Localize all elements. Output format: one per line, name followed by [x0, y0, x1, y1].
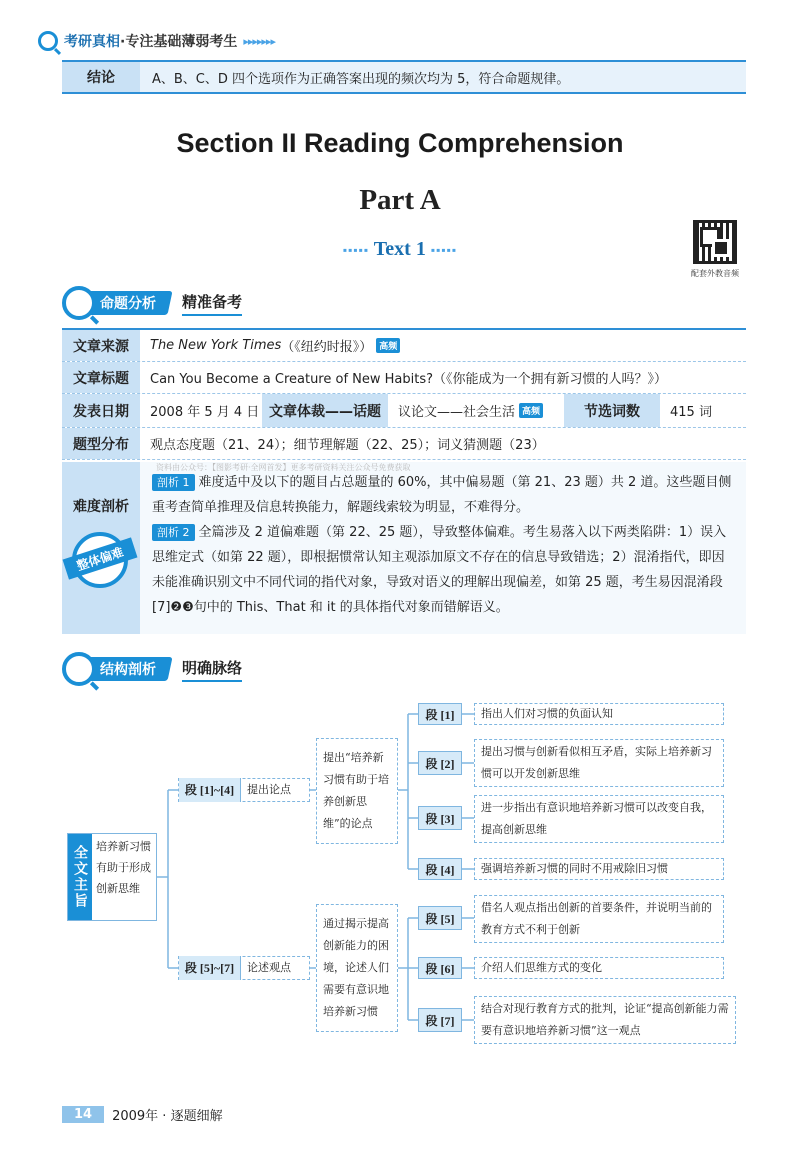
para-tag-3: 段 [3] — [418, 806, 462, 830]
para-tag-6: 段 [6] — [418, 957, 462, 979]
branch2-text: 论述观点 — [247, 961, 291, 974]
title-value: Can You Become a Creature of New Habits?（《你能成为一个拥有新习惯的人吗？》） — [150, 372, 668, 387]
para-text-2: 提出习惯与创新看似相互矛盾，实际上培养新习惯可以开发创新思维 — [474, 739, 724, 787]
conclusion-text: A、B、C、D 四个选项作为正确答案出现的频次均为 5，符合命题规律。 — [152, 71, 570, 87]
right-dots: ▪▪▪▪▪ — [430, 242, 458, 257]
section-title: Section II Reading Comprehension — [176, 128, 624, 158]
analysis-2-text: 全篇涉及 2 道偏难题（第 22、25 题），导致整体偏难。考生易落入以下两类陷阱：1）误入思维定式（如第 22 题），即根据惯常认知主观添加原文不存在的信息导致错选；2）混淆指代，即因未能准确识别文中不同代词的指代对象，导致对语义的理解出现偏差，如第 25 题，考生易因混淆段[7]❷❸句中的 This、That 和 it 的具体指代对象而错解语义。 — [152, 525, 727, 615]
difficulty-badge: 整体偏难 — [63, 537, 138, 579]
genre-label: 文章体裁——话题 — [262, 394, 388, 427]
arrows-decoration: ▸▸▸▸▸▸▸ — [243, 34, 275, 48]
conclusion-label: 结论 — [62, 62, 140, 92]
para-connectors — [462, 714, 474, 1020]
para-text-7: 结合对现行教育方式的批判，论证“提高创新能力需要有意识地培养新习惯”这一观点 — [474, 996, 736, 1044]
brand-name: 考研真相 — [64, 34, 120, 50]
branch1-text: 提出论点 — [247, 783, 291, 796]
branch2-node — [178, 956, 310, 980]
genre-tag: 高频 — [519, 403, 543, 418]
analysis-2-tag: 剖析 2 — [152, 524, 195, 541]
part-title: Part A — [359, 184, 441, 216]
source-label: 文章来源 — [62, 330, 140, 361]
words-label: 节选词数 — [564, 394, 660, 427]
para-tag-1: 段 [1] — [418, 703, 462, 725]
date-value: 2008 年 5 月 4 日 — [150, 405, 260, 420]
brand-subtitle: ·专注基础薄弱考生 — [120, 34, 238, 50]
structure-subtitle: 明确脉络 — [182, 657, 242, 682]
types-label: 题型分布 — [62, 428, 140, 459]
structure-title: 结构剖析 — [100, 662, 156, 678]
para-tag-7: 段 [7] — [418, 1008, 462, 1032]
footer-text: 2009年 · 逐题细解 — [112, 1109, 223, 1124]
root-label: 全文主旨 — [68, 834, 92, 920]
qr-caption: 配套外教音频 — [691, 269, 739, 278]
search-badge-icon — [62, 286, 96, 320]
page-number: 14 — [62, 1106, 104, 1123]
title-label: 文章标题 — [62, 362, 140, 393]
analysis-title: 命题分析 — [100, 296, 156, 312]
page-footer — [62, 1105, 223, 1124]
para-text-3: 进一步指出有意识地培养新习惯可以改变自我，提高创新思维 — [474, 795, 724, 843]
analysis-subtitle: 精准备考 — [182, 291, 242, 316]
difficulty-label: 难度剖析 — [73, 499, 129, 515]
para-text-6: 介绍人们思维方式的变化 — [474, 957, 724, 979]
date-label: 发表日期 — [62, 394, 140, 427]
branch1-tag: 段 [1]~[4] — [179, 778, 241, 802]
words-value: 415 词 — [670, 405, 712, 420]
para-tag-4: 段 [4] — [418, 858, 462, 880]
para-tag-2: 段 [2] — [418, 751, 462, 775]
para-text-5: 借名人观点指出创新的首要条件，并说明当前的教育方式不利于创新 — [474, 895, 724, 943]
para-text-4: 强调培养新习惯的同时不用戒除旧习惯 — [474, 858, 724, 880]
root-connector — [157, 790, 178, 968]
source-cn: （《纽约时报》） — [281, 340, 373, 355]
types-value: 观点态度题（21、24）；细节理解题（22、25）；词义猜测题（23） — [150, 438, 545, 453]
mindmap-root — [67, 833, 157, 921]
watermark: 资料由公众号：【图影考研·全网首发】更多考研资料关注公众号免费获取 — [156, 463, 411, 472]
analysis-1-text: 难度适中及以下的题目占总题量的 60%，其中偏易题（第 21、23 题）共 2 道。这些题目侧重考查简单推理及信息转换能力，解题线索较为明显，不难得分。 — [152, 475, 732, 515]
search-badge-icon — [62, 652, 96, 686]
branch1-paras-connector — [398, 714, 418, 869]
branch2-paras-connector — [398, 918, 418, 1020]
para-tag-5: 段 [5] — [418, 906, 462, 930]
branch2-tag: 段 [5]~[7] — [179, 956, 241, 980]
branch1-detail: 提出“培养新习惯有助于培养创新思维”的论点 — [316, 738, 398, 844]
source-tag: 高频 — [376, 338, 400, 353]
left-dots: ▪▪▪▪▪ — [342, 242, 370, 257]
text-title-label: Text 1 — [373, 238, 426, 260]
branch1-node — [178, 778, 310, 802]
branch2-detail: 通过揭示提高创新能力的困境，论述人们需要有意识地培养新习惯 — [316, 904, 398, 1032]
root-text: 培养新习惯有助于形成创新思维 — [96, 840, 151, 895]
analysis-1-tag: 剖析 1 — [152, 474, 195, 491]
para-text-1: 指出人们对习惯的负面认知 — [474, 703, 724, 725]
source-name: The New York Times — [150, 338, 282, 353]
genre-text: 议论文——社会生活 — [398, 405, 516, 420]
